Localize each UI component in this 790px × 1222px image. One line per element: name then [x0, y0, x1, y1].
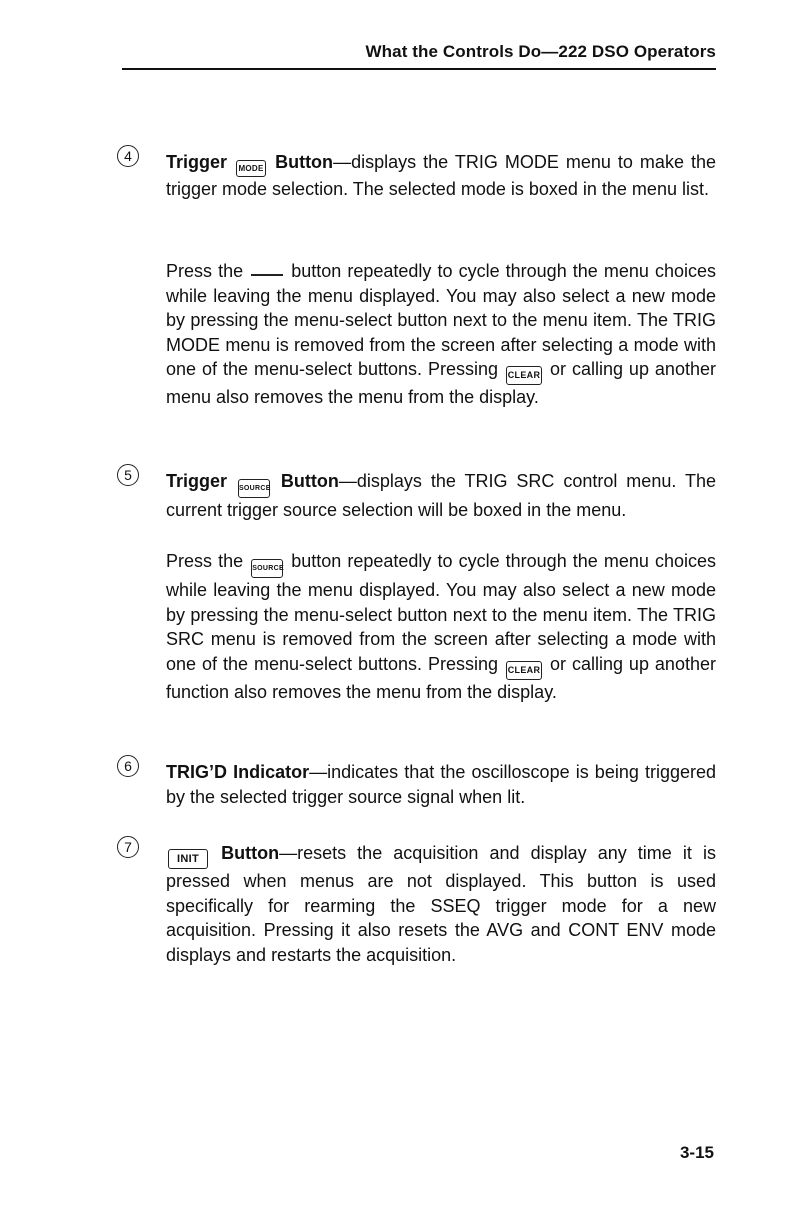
item-4-text: —displays the TRIG MODE menu to make the trigger mode selection. The selected mode is boxed in the menu list. — [166, 152, 716, 199]
init-key-icon: INIT — [168, 849, 208, 869]
clear-key-icon: CLEAR — [506, 366, 542, 385]
item-6-lead: TRIG’D Indicator — [166, 762, 310, 782]
item-4-detail-b: button repeatedly to cycle through the menu choices while leaving the menu displayed. You may also select a new mode by pressing the menu-select button next to the menu item. The TRIG MODE menu is removed from the screen after selecting a mode with one of the menu-select buttons. Pressing — [166, 261, 716, 380]
clear-key-icon: CLEAR — [506, 661, 542, 680]
item-5-lead-suffix: Button — [280, 471, 339, 491]
mode-key-icon: MODE — [236, 160, 266, 177]
item-5-detail-a: Press the — [166, 551, 244, 571]
source-key-icon: SOURCE — [238, 479, 270, 498]
item-7-text: —resets the acquisition and display any time it is pressed when menus are not displayed. This button is used specifically for rearming the SSEQ trigger mode for a new acquisition. Pressing it also resets the AVG and CONT ENV mode displays and restarts the acquisition. — [166, 843, 716, 965]
item-7-description — [166, 841, 716, 967]
item-4-detail-c: or calling up another menu also removes the menu from the display. — [166, 359, 716, 408]
header-rule — [122, 68, 716, 70]
item-6-description — [166, 760, 716, 809]
item-4-detail-a: Press the — [166, 261, 244, 281]
item-7-lead-suffix: Button — [221, 843, 280, 863]
page-number: 3-15 — [679, 1143, 714, 1162]
item-5-lead: Trigger — [166, 471, 228, 491]
item-6-text: —indicates that the oscilloscope is being triggered by the selected trigger source signal when lit. — [166, 762, 716, 807]
item-4-detail — [166, 259, 716, 410]
item-5-description — [166, 469, 716, 523]
mode-key-flat-icon — [251, 264, 283, 276]
item-4-lead-suffix: Button — [275, 152, 334, 172]
item-5-detail — [166, 549, 716, 704]
item-4-description — [166, 150, 716, 202]
item-5-text: —displays the TRIG SRC control menu. The current trigger source selection will be boxed in the menu. — [166, 471, 716, 520]
item-4-lead: Trigger — [166, 152, 228, 172]
item-5-detail-c: or calling up another function also removes the menu from the display. — [166, 653, 716, 702]
item-5-detail-b: button repeatedly to cycle through the menu choices while leaving the menu displayed. You may also select a new mode by pressing the menu-select button next to the menu item. The TRIG SRC menu is removed from the screen after selecting a mode with one of the menu-select buttons. Pressing — [166, 551, 716, 674]
callout-number-4: 4 — [117, 145, 139, 167]
running-header: What the Controls Do—222 DSO Operators — [365, 42, 716, 61]
callout-number-7: 7 — [117, 836, 139, 858]
source-key-icon-inline: SOURCE — [251, 559, 283, 578]
callout-number-6: 6 — [117, 755, 139, 777]
callout-number-5: 5 — [117, 464, 139, 486]
